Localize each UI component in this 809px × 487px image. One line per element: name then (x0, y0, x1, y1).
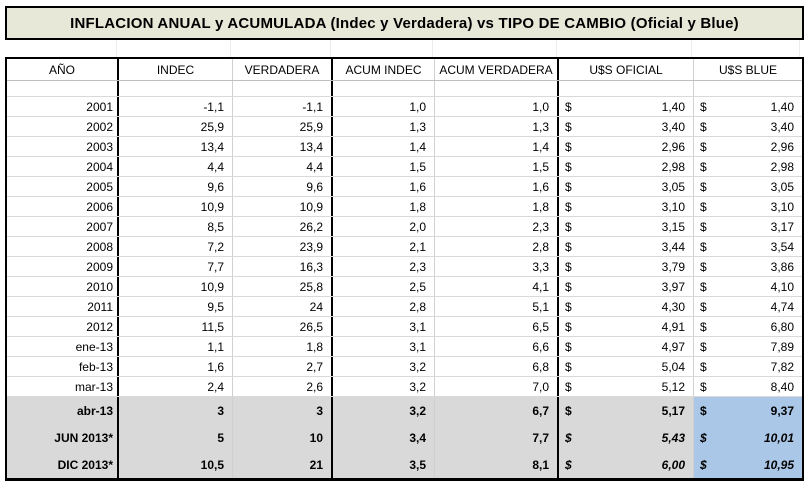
gap-cell (331, 40, 433, 57)
cell-acum-verdadera: 1,0 (435, 97, 559, 116)
cell-usd-blue (694, 451, 802, 478)
cell-usd-blue (694, 297, 802, 316)
currency-value: 10,01 (763, 430, 794, 445)
table-row (7, 297, 802, 317)
cell-acum-indec (333, 81, 435, 96)
currency-symbol: $ (565, 139, 572, 154)
cell-acum-verdadera: 8,1 (435, 451, 559, 478)
gap-cell (231, 40, 331, 57)
currency-value: 4,30 (661, 299, 685, 314)
col-header-usd-blue: U$S BLUE (718, 62, 778, 77)
currency-symbol: $ (700, 339, 707, 354)
currency-value: 4,91 (661, 319, 685, 334)
cell-acum-indec: 2,8 (333, 297, 435, 316)
cell-usd-blue (694, 337, 802, 356)
currency-value: 2,96 (661, 139, 685, 154)
cell-usd-oficial (559, 157, 694, 176)
table-row (7, 157, 802, 177)
cell-usd-oficial (559, 137, 694, 156)
currency-value: 3,15 (661, 219, 685, 234)
currency-symbol: $ (565, 430, 572, 445)
cell-verdadera: 3 (233, 397, 333, 424)
cell-usd-oficial (559, 357, 694, 376)
cell-indec (119, 81, 233, 96)
cell-acum-verdadera: 2,3 (435, 217, 559, 236)
currency-symbol: $ (700, 379, 707, 394)
cell-ano: 2002 (7, 117, 119, 136)
cell-verdadera: 25,8 (233, 277, 333, 296)
cell-indec: 10,9 (119, 277, 233, 296)
cell-verdadera: 2,7 (233, 357, 333, 376)
table-row (7, 97, 802, 117)
currency-symbol: $ (700, 199, 707, 214)
gap-cell (557, 40, 692, 57)
currency-symbol: $ (565, 119, 572, 134)
currency-value: 10,95 (763, 457, 794, 472)
col-header-verdadera: VERDADERA (233, 59, 333, 80)
cell-usd-blue (694, 137, 802, 156)
currency-value: 7,89 (770, 339, 794, 354)
cell-acum-indec: 2,3 (333, 257, 435, 276)
currency-symbol: $ (700, 457, 707, 472)
currency-symbol: $ (565, 239, 572, 254)
currency-value: 3,17 (770, 219, 794, 234)
currency-symbol: $ (565, 179, 572, 194)
cell-ano: mar-13 (7, 377, 119, 396)
summary-row (7, 397, 802, 424)
cell-ano: 2003 (7, 137, 119, 156)
cell-indec: 2,4 (119, 377, 233, 396)
cell-indec: 9,6 (119, 177, 233, 196)
cell-ano: 2004 (7, 157, 119, 176)
cell-ano: 2008 (7, 237, 119, 256)
gap-cell (692, 40, 800, 57)
cell-ano: 2005 (7, 177, 119, 196)
cell-usd-oficial (559, 117, 694, 136)
col-header-acum-indec: ACUM INDEC (333, 59, 435, 80)
currency-value: 5,12 (661, 379, 685, 394)
cell-usd-oficial (559, 317, 694, 336)
cell-usd-blue (694, 197, 802, 216)
inflation-table (5, 57, 804, 481)
currency-symbol: $ (700, 119, 707, 134)
cell-indec: 9,5 (119, 297, 233, 316)
cell-ano: 2007 (7, 217, 119, 236)
col-header-indec: INDEC (119, 59, 233, 80)
currency-symbol: $ (700, 319, 707, 334)
cell-verdadera: -1,1 (233, 97, 333, 116)
cell-acum-verdadera: 1,3 (435, 117, 559, 136)
cell-verdadera: 26,5 (233, 317, 333, 336)
table-row (7, 217, 802, 237)
cell-acum-indec: 3,1 (333, 337, 435, 356)
cell-verdadera: 21 (233, 451, 333, 478)
cell-usd-oficial (559, 81, 694, 96)
col-header-usd-oficial: U$S OFICIAL (559, 59, 694, 80)
cell-verdadera: 10 (233, 424, 333, 451)
cell-ano: abr-13 (7, 397, 119, 424)
cell-verdadera: 4,4 (233, 157, 333, 176)
cell-acum-verdadera: 3,3 (435, 257, 559, 276)
table-row (7, 337, 802, 357)
cell-usd-oficial (559, 397, 694, 424)
table-row (7, 237, 802, 257)
table-row (7, 317, 802, 337)
currency-symbol: $ (565, 259, 572, 274)
currency-value: 2,96 (770, 139, 794, 154)
currency-value: 3,40 (661, 119, 685, 134)
cell-indec: 8,5 (119, 217, 233, 236)
cell-usd-blue (694, 424, 802, 451)
currency-value: 2,98 (770, 159, 794, 174)
cell-acum-indec: 1,8 (333, 197, 435, 216)
currency-symbol: $ (700, 239, 707, 254)
cell-usd-oficial (559, 277, 694, 296)
currency-value: 4,74 (770, 299, 794, 314)
cell-acum-verdadera: 6,5 (435, 317, 559, 336)
cell-usd-blue (694, 97, 802, 116)
cell-acum-indec: 3,2 (333, 397, 435, 424)
cell-usd-oficial (559, 451, 694, 478)
currency-value: 3,40 (770, 119, 794, 134)
cell-usd-oficial (559, 297, 694, 316)
currency-symbol: $ (565, 359, 572, 374)
currency-value: 6,00 (661, 457, 685, 472)
header-row (7, 59, 802, 81)
cell-indec: 10,5 (119, 451, 233, 478)
empty-spacer-row (7, 81, 802, 97)
cell-ano: 2011 (7, 297, 119, 316)
currency-symbol: $ (700, 359, 707, 374)
cell-acum-indec: 2,0 (333, 217, 435, 236)
cell-acum-indec: 3,1 (333, 317, 435, 336)
cell-acum-verdadera: 1,6 (435, 177, 559, 196)
cell-ano: 2006 (7, 197, 119, 216)
cell-acum-indec: 2,1 (333, 237, 435, 256)
cell-acum-indec: 1,0 (333, 97, 435, 116)
cell-verdadera: 23,9 (233, 237, 333, 256)
currency-value: 6,80 (770, 319, 794, 334)
cell-indec: 13,4 (119, 137, 233, 156)
currency-value: 1,40 (770, 99, 794, 114)
cell-indec: 7,2 (119, 237, 233, 256)
cell-indec: -1,1 (119, 97, 233, 116)
currency-value: 3,86 (770, 259, 794, 274)
inflation-table-sheet (5, 6, 804, 481)
currency-value: 3,97 (661, 279, 685, 294)
currency-symbol: $ (565, 339, 572, 354)
cell-acum-indec: 1,3 (333, 117, 435, 136)
currency-symbol: $ (700, 139, 707, 154)
currency-value: 2,98 (661, 159, 685, 174)
cell-verdadera: 9,6 (233, 177, 333, 196)
cell-verdadera: 16,3 (233, 257, 333, 276)
currency-symbol: $ (700, 259, 707, 274)
cell-acum-indec: 3,4 (333, 424, 435, 451)
col-header-ano: AÑO (7, 59, 119, 80)
currency-value: 4,97 (661, 339, 685, 354)
cell-usd-oficial (559, 424, 694, 451)
currency-symbol: $ (565, 159, 572, 174)
table-row (7, 377, 802, 397)
cell-ano: DIC 2013* (7, 451, 119, 478)
cell-usd-blue (694, 237, 802, 256)
cell-acum-indec: 1,4 (333, 137, 435, 156)
cell-acum-verdadera: 5,1 (435, 297, 559, 316)
table-title: INFLACION ANUAL y ACUMULADA (Indec y Verdadera) vs TIPO DE CAMBIO (Oficial y Blue) (5, 6, 804, 40)
cell-usd-blue (694, 81, 802, 96)
cell-verdadera: 10,9 (233, 197, 333, 216)
cell-usd-blue (694, 357, 802, 376)
cell-acum-verdadera: 1,5 (435, 157, 559, 176)
cell-ano: 2009 (7, 257, 119, 276)
currency-symbol: $ (565, 99, 572, 114)
cell-usd-blue (694, 177, 802, 196)
cell-ano: 2001 (7, 97, 119, 116)
cell-indec: 11,5 (119, 317, 233, 336)
cell-usd-blue (694, 157, 802, 176)
cell-usd-oficial (559, 177, 694, 196)
cell-usd-oficial (559, 257, 694, 276)
currency-value: 8,40 (770, 379, 794, 394)
col-header-acum-verdadera: ACUM VERDADERA (435, 59, 559, 80)
cell-usd-oficial (559, 217, 694, 236)
cell-acum-verdadera: 2,8 (435, 237, 559, 256)
summary-row (7, 451, 802, 478)
cell-ano: ene-13 (7, 337, 119, 356)
cell-ano: 2012 (7, 317, 119, 336)
cell-acum-indec: 2,5 (333, 277, 435, 296)
table-row (7, 357, 802, 377)
cell-indec: 7,7 (119, 257, 233, 276)
cell-indec: 1,6 (119, 357, 233, 376)
currency-symbol: $ (700, 279, 707, 294)
currency-value: 5,17 (661, 403, 685, 418)
cell-verdadera: 25,9 (233, 117, 333, 136)
cell-usd-blue (694, 397, 802, 424)
cell-indec: 25,9 (119, 117, 233, 136)
table-row (7, 177, 802, 197)
currency-value: 7,82 (770, 359, 794, 374)
cell-acum-verdadera (435, 81, 559, 96)
cell-usd-oficial (559, 377, 694, 396)
currency-value: 3,54 (770, 239, 794, 254)
cell-usd-oficial (559, 97, 694, 116)
currency-value: 5,43 (661, 430, 685, 445)
currency-symbol: $ (565, 319, 572, 334)
cell-acum-verdadera: 6,6 (435, 337, 559, 356)
cell-acum-verdadera: 4,1 (435, 277, 559, 296)
cell-indec: 10,9 (119, 197, 233, 216)
currency-symbol: $ (700, 430, 707, 445)
cell-usd-blue (694, 257, 802, 276)
gap-cell (117, 40, 231, 57)
currency-value: 9,37 (770, 403, 794, 418)
cell-acum-verdadera: 7,7 (435, 424, 559, 451)
currency-value: 3,44 (661, 239, 685, 254)
empty-gap-row (5, 40, 804, 57)
cell-usd-oficial (559, 337, 694, 356)
table-row (7, 257, 802, 277)
currency-symbol: $ (700, 99, 707, 114)
cell-acum-indec: 1,5 (333, 157, 435, 176)
currency-symbol: $ (565, 279, 572, 294)
cell-usd-blue (694, 377, 802, 396)
cell-acum-verdadera: 1,8 (435, 197, 559, 216)
cell-usd-blue (694, 317, 802, 336)
cell-verdadera: 24 (233, 297, 333, 316)
currency-symbol: $ (565, 403, 572, 418)
table-row (7, 137, 802, 157)
currency-symbol: $ (565, 199, 572, 214)
currency-symbol: $ (565, 457, 572, 472)
currency-value: 1,40 (661, 99, 685, 114)
cell-acum-indec: 3,5 (333, 451, 435, 478)
summary-row (7, 424, 802, 451)
cell-verdadera: 1,8 (233, 337, 333, 356)
currency-value: 5,04 (661, 359, 685, 374)
cell-verdadera: 26,2 (233, 217, 333, 236)
cell-indec: 1,1 (119, 337, 233, 356)
cell-indec: 5 (119, 424, 233, 451)
cell-acum-verdadera: 6,8 (435, 357, 559, 376)
cell-verdadera (233, 81, 333, 96)
currency-value: 3,10 (661, 199, 685, 214)
gap-cell (5, 40, 117, 57)
cell-indec: 3 (119, 397, 233, 424)
cell-usd-blue (694, 217, 802, 236)
currency-symbol: $ (700, 159, 707, 174)
cell-acum-verdadera: 7,0 (435, 377, 559, 396)
cell-indec: 4,4 (119, 157, 233, 176)
currency-symbol: $ (700, 403, 707, 418)
cell-acum-indec: 3,2 (333, 377, 435, 396)
cell-usd-blue (694, 277, 802, 296)
cell-ano: 2010 (7, 277, 119, 296)
cell-usd-oficial (559, 237, 694, 256)
currency-symbol: $ (700, 179, 707, 194)
cell-acum-verdadera: 1,4 (435, 137, 559, 156)
currency-value: 3,10 (770, 199, 794, 214)
currency-symbol: $ (700, 219, 707, 234)
cell-acum-verdadera: 6,7 (435, 397, 559, 424)
currency-symbol: $ (700, 299, 707, 314)
cell-usd-blue (694, 117, 802, 136)
cell-acum-indec: 1,6 (333, 177, 435, 196)
gap-cell (433, 40, 557, 57)
currency-value: 3,05 (661, 179, 685, 194)
currency-symbol: $ (565, 379, 572, 394)
cell-verdadera: 13,4 (233, 137, 333, 156)
currency-value: 3,79 (661, 259, 685, 274)
currency-symbol: $ (565, 299, 572, 314)
cell-acum-indec: 3,2 (333, 357, 435, 376)
cell-verdadera: 2,6 (233, 377, 333, 396)
currency-symbol: $ (565, 219, 572, 234)
cell-ano: feb-13 (7, 357, 119, 376)
currency-value: 3,05 (770, 179, 794, 194)
currency-value: 4,10 (770, 279, 794, 294)
table-row (7, 117, 802, 137)
cell-ano: JUN 2013* (7, 424, 119, 451)
table-row (7, 197, 802, 217)
cell-usd-oficial (559, 197, 694, 216)
cell-ano (7, 81, 119, 96)
table-row (7, 277, 802, 297)
